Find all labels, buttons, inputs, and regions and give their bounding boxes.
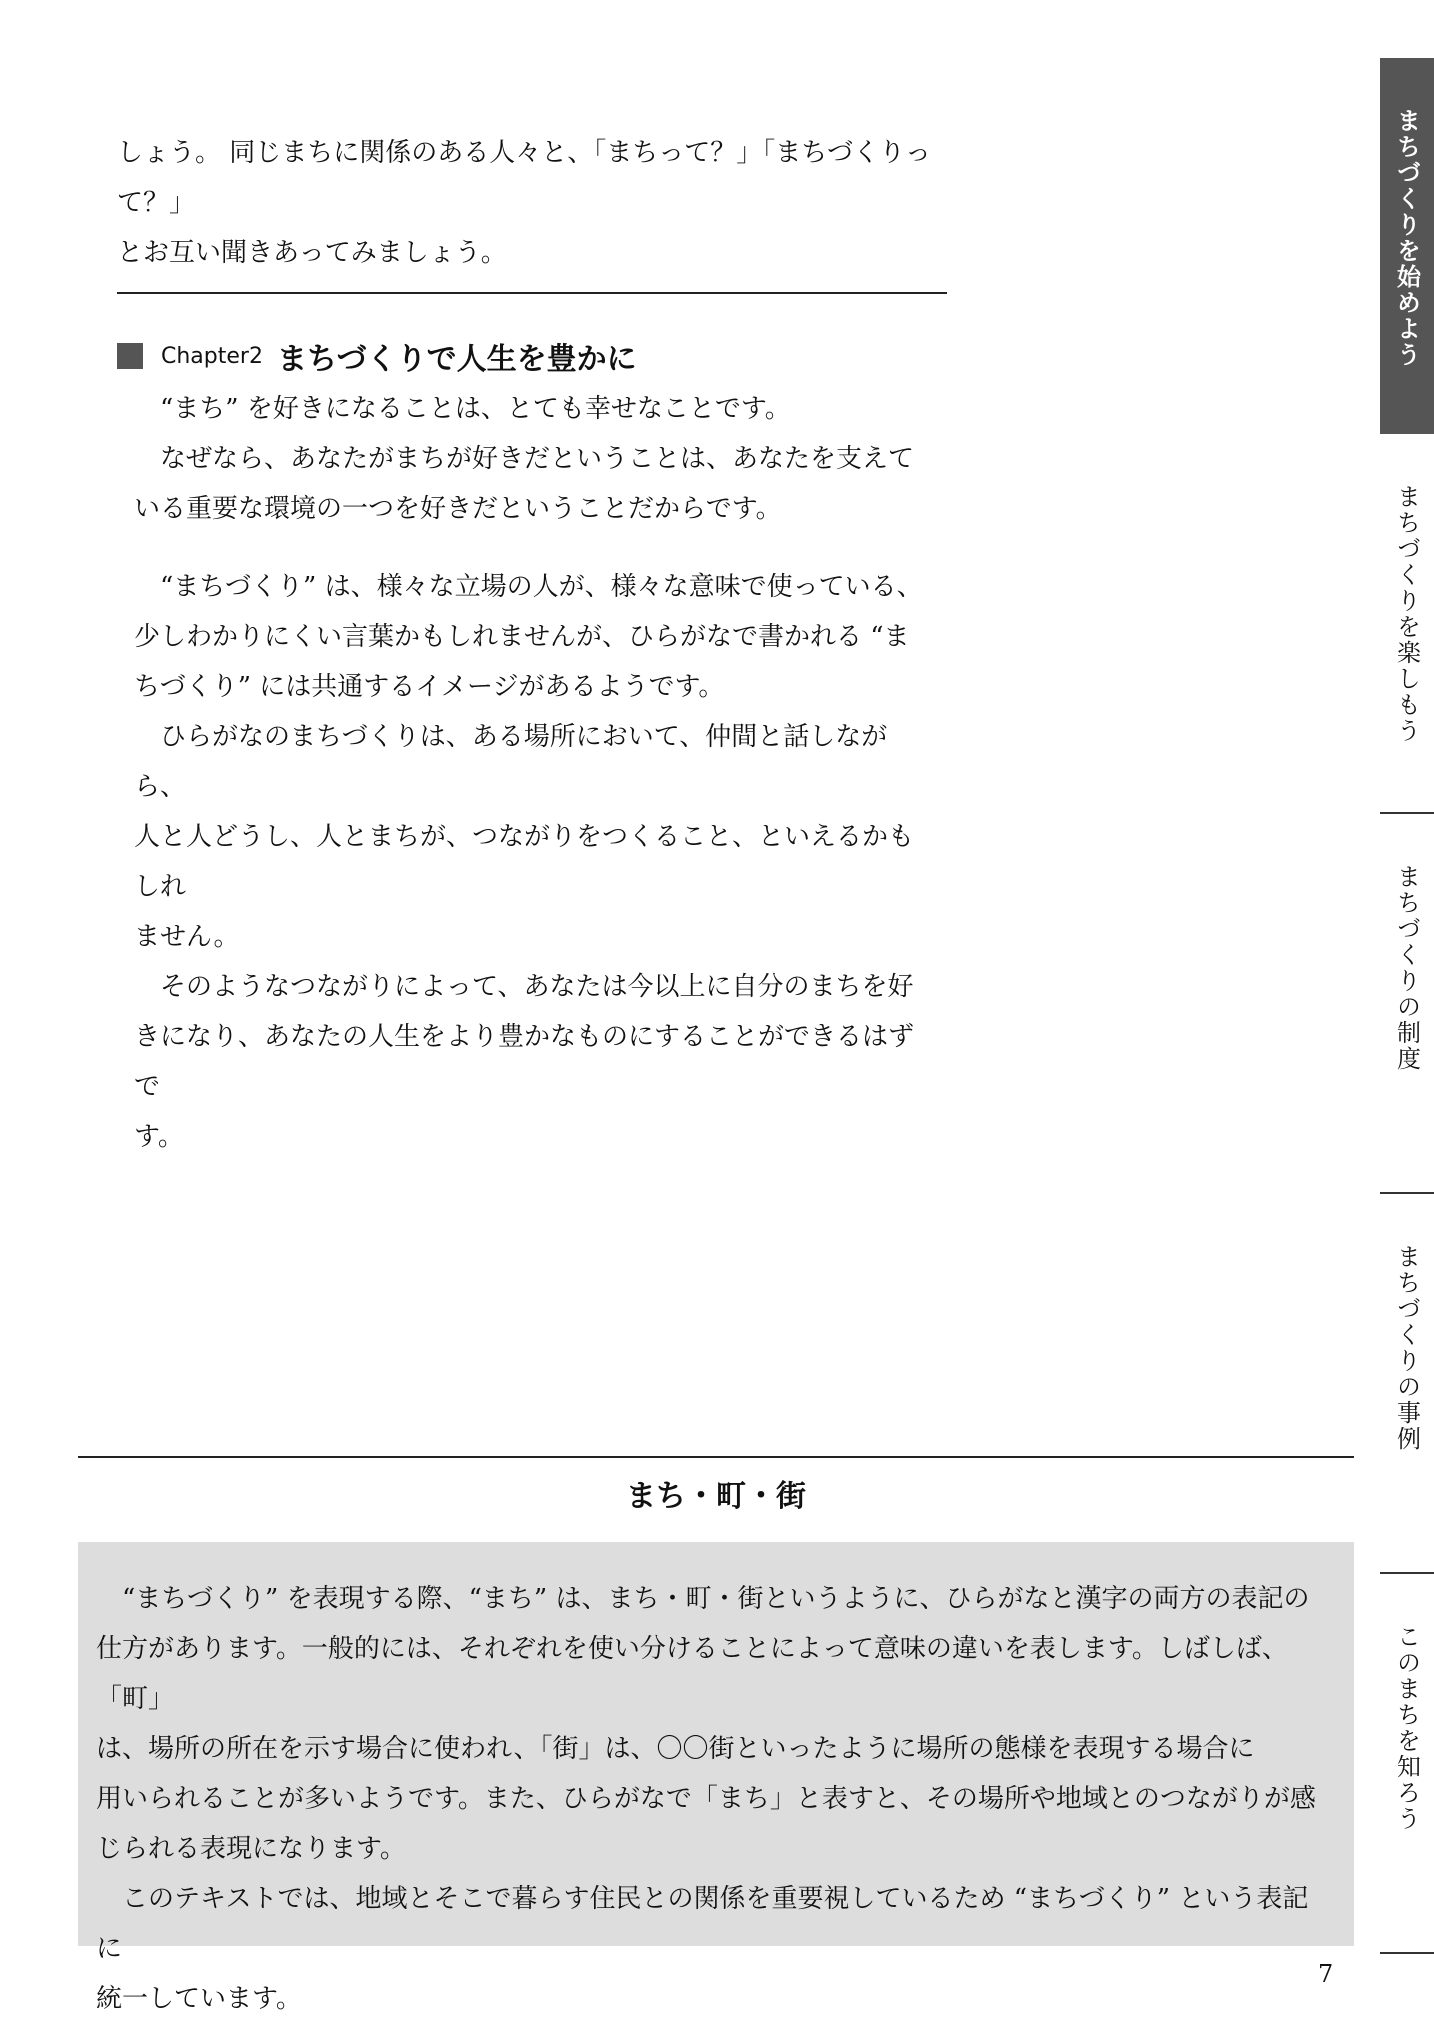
- sidebar-tab-label: まちづくりを楽しもう: [1392, 484, 1421, 744]
- chapter-title: まちづくりで人生を豊かに: [276, 342, 637, 377]
- sidebar-separator: [1380, 1952, 1434, 1954]
- body-line: きになり、あなたの人生をより豊かなものにすることができるはずで: [134, 1022, 915, 1102]
- body-line: そのようなつながりによって、あなたは今以上に自分のまちを好: [134, 972, 914, 1002]
- chapter-body: [134, 384, 934, 1162]
- body-line: いる重要な環境の一つを好きだということだからです。: [134, 494, 782, 524]
- sidebar-tab-label: まちづくりを始めよう: [1392, 108, 1421, 368]
- column-line: このテキストでは、地域とそこで暮らす住民との関係を重要視しているため “まちづくり” という表記に: [96, 1884, 1309, 1964]
- sidebar-tab-start[interactable]: [1380, 58, 1434, 434]
- body-line: す。: [134, 1122, 184, 1152]
- column-divider: [78, 1456, 1354, 1458]
- column-line: は、場所の所在を示す場合に使われ、「街」は、〇〇街といったように場所の態様を表現する場合に: [96, 1734, 1255, 1764]
- column-line: じられる表現になります。: [96, 1834, 406, 1864]
- body-line: 少しわかりにくい言葉かもしれませんが、ひらがなで書かれる “ま: [134, 622, 910, 652]
- section-divider: [117, 292, 947, 294]
- sidebar-tab-enjoy[interactable]: [1380, 434, 1434, 812]
- body-line: ません。: [134, 922, 240, 952]
- sidebar-tab-know-town[interactable]: [1380, 1574, 1434, 1952]
- column-box: [78, 1542, 1354, 2014]
- body-line: 人と人どうし、人とまちが、つながりをつくること、といえるかもしれ: [134, 822, 915, 902]
- page-number: 7: [1318, 1960, 1334, 1988]
- intro-text: [117, 128, 957, 278]
- column-title: まち・町・街: [626, 1479, 806, 1514]
- body-line: なぜなら、あなたがまちが好きだということは、あなたを支えて: [134, 444, 915, 474]
- sidebar-tab-examples[interactable]: [1380, 1194, 1434, 1572]
- column-line: 仕方があります。一般的には、それぞれを使い分けることによって意味の違いを表します。しばしば、「町」: [96, 1634, 1288, 1714]
- square-bullet-icon: [117, 343, 143, 369]
- sidebar-tab-label: このまちを知ろう: [1392, 1624, 1421, 1832]
- sidebar-tab-label: まちづくりの事例: [1392, 1244, 1421, 1452]
- body-line: ひらがなのまちづくりは、ある場所において、仲間と話しながら、: [134, 722, 888, 802]
- sidebar-tab-system[interactable]: [1380, 814, 1434, 1192]
- body-line: “まちづくり” は、様々な立場の人が、様々な意味で使っている、: [134, 572, 923, 602]
- intro-line: しょう。 同じまちに関係のある人々と、「まちって？」「まちづくりって？」: [117, 138, 932, 218]
- column-line: “まちづくり” を表現する際、“まち” は、まち・町・街というように、ひらがなと漢字の両方の表記の: [96, 1584, 1310, 1614]
- column-line: 統一しています。: [96, 1984, 302, 2014]
- sidebar-tab-label: まちづくりの制度: [1392, 864, 1421, 1072]
- chapter-heading: [117, 334, 637, 378]
- column-line: 用いられることが多いようです。また、ひらがなで「まち」と表すと、その場所や地域とのつながりが感: [96, 1784, 1316, 1814]
- intro-line: とお互い聞きあってみましょう。: [117, 238, 507, 268]
- body-line: ちづくり” には共通するイメージがあるようです。: [134, 672, 725, 702]
- chapter-number: Chapter2: [161, 343, 263, 369]
- body-line: “まち” を好きになることは、とても幸せなことです。: [134, 394, 791, 424]
